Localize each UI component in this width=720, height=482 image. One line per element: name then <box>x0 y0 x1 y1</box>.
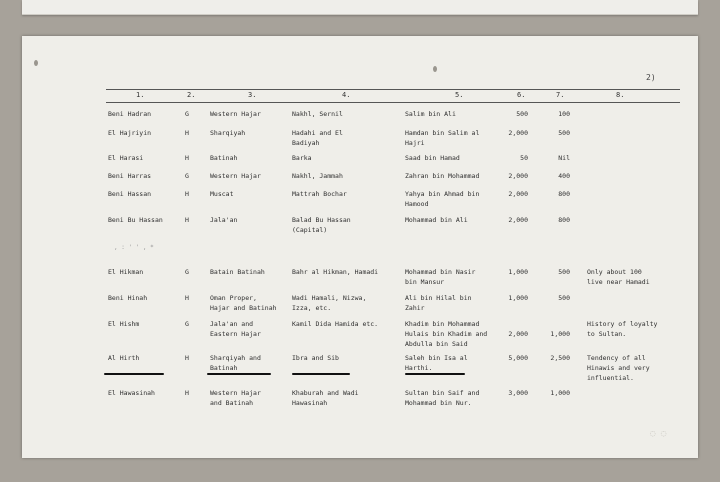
tribe-region: Western Hajar <box>210 110 261 118</box>
tribe-place: Nakhl, Sernil <box>292 110 343 118</box>
column-number-2: 2. <box>187 91 196 99</box>
tribe-count-7: 100 <box>558 110 570 118</box>
tribe-name: Beni Hassan <box>108 190 152 198</box>
tribe-place: Barka <box>292 154 312 162</box>
tribe-name: Beni Harras <box>108 172 152 180</box>
tribe-shaikh: Sultan bin Saif and <box>405 389 480 397</box>
tribe-code: G <box>185 172 189 180</box>
tribe-code: G <box>185 110 189 118</box>
tribe-count-7: 400 <box>558 172 570 180</box>
column-number-5: 5. <box>455 91 464 99</box>
ink-underline <box>292 373 350 375</box>
tribe-count-7: 500 <box>558 268 570 276</box>
tribe-region: Jala'an and <box>210 320 254 328</box>
tribe-region: Jala'an <box>210 216 238 224</box>
column-number-1: 1. <box>136 91 145 99</box>
tribe-region: Eastern Hajar <box>210 330 261 338</box>
tribe-name: Beni Bu Hassan <box>108 216 163 224</box>
tribe-place: Bahr al Hikman, Hamadi <box>292 268 379 276</box>
tribe-code: G <box>185 320 189 328</box>
ink-underline <box>207 373 271 375</box>
tribe-note: Only about 100 <box>587 268 642 276</box>
tribe-name: Beni Hinah <box>108 294 148 302</box>
tribe-count-7: 500 <box>558 129 570 137</box>
tribe-note: Tendency of all <box>587 354 646 362</box>
tribe-count-7: 800 <box>558 216 570 224</box>
tribe-region: Sharqiyah <box>210 129 246 137</box>
tribe-region: Western Hajar <box>210 389 261 397</box>
tribe-shaikh: Abdulla bin Said <box>405 340 468 348</box>
tribe-shaikh: Mohammad bin Nasir <box>405 268 476 276</box>
tribe-count-6: 1,000 <box>508 268 528 276</box>
tribe-place: Kamil Dida Hamida etc. <box>292 320 379 328</box>
tribe-code: H <box>185 354 189 362</box>
tribe-name: El Hishm <box>108 320 140 328</box>
column-number-7: 7. <box>556 91 565 99</box>
tribe-shaikh: Hulais bin Khadim and <box>405 330 488 338</box>
tribe-shaikh: Hajri <box>405 139 425 147</box>
tribe-count-6: 2,000 <box>508 172 528 180</box>
tribe-code: H <box>185 216 189 224</box>
tribe-region: Batinah <box>210 364 238 372</box>
tribe-shaikh: Zahran bin Mohammad <box>405 172 480 180</box>
tribe-code: G <box>185 268 189 276</box>
tribe-region: Hajar and Batinah <box>210 304 277 312</box>
tribe-count-6: 500 <box>516 110 528 118</box>
tribe-place: Hadahi and El <box>292 129 343 137</box>
tribe-place: Izza, etc. <box>292 304 332 312</box>
tribe-shaikh: Saad bin Hamad <box>405 154 460 162</box>
column-number-8: 8. <box>616 91 625 99</box>
tribe-count-6: 3,000 <box>508 389 528 397</box>
tribe-region: Batain Batinah <box>210 268 265 276</box>
tribe-count-6: 2,000 <box>508 129 528 137</box>
column-number-6: 6. <box>517 91 526 99</box>
tribe-count-7: 2,500 <box>550 354 570 362</box>
faint-marks: , : ' ' , * <box>114 244 154 251</box>
tribe-code: H <box>185 190 189 198</box>
punch-hole <box>34 60 38 66</box>
tribe-note: to Sultan. <box>587 330 627 338</box>
tribe-code: H <box>185 154 189 162</box>
tribe-shaikh: Hamdan bin Salim al <box>405 129 480 137</box>
tribe-place: Nakhl, Jammah <box>292 172 343 180</box>
tribe-count-6: 2,000 <box>508 216 528 224</box>
tribe-count-7: 500 <box>558 294 570 302</box>
previous-page-edge <box>22 0 698 15</box>
tribe-name: El Hajriyin <box>108 129 152 137</box>
tribe-shaikh: Saleh bin Isa al <box>405 354 468 362</box>
tribe-place: Wadi Hamali, Nizwa, <box>292 294 367 302</box>
tribe-count-6: 1,000 <box>508 294 528 302</box>
tribe-shaikh: Mohammad bin Ali <box>405 216 468 224</box>
tribe-count-6: 5,000 <box>508 354 528 362</box>
tribe-code: H <box>185 389 189 397</box>
tribe-shaikh: Mohammad bin Nur. <box>405 399 472 407</box>
tribe-name: El Hikman <box>108 268 144 276</box>
tribe-shaikh: Salim bin Ali <box>405 110 456 118</box>
tribe-place: Khaburah and Wadi <box>292 389 359 397</box>
tribe-shaikh: Ali bin Hilal bin <box>405 294 472 302</box>
tribe-count-7: 800 <box>558 190 570 198</box>
tribe-count-7: 1,000 <box>550 389 570 397</box>
tribe-note: live near Hamadi <box>587 278 650 286</box>
tribe-name: Beni Hadran <box>108 110 152 118</box>
tribe-place: Ibra and Sib <box>292 354 339 362</box>
tribe-name: El Harasi <box>108 154 144 162</box>
header-rule-top <box>106 89 680 90</box>
tribe-shaikh: Yahya bin Ahmad bin <box>405 190 480 198</box>
tribe-note: Hinawis and very <box>587 364 650 372</box>
tribe-place: Mattrah Bochar <box>292 190 347 198</box>
tribe-count-6: 2,000 <box>508 330 528 338</box>
tribe-region: Muscat <box>210 190 234 198</box>
header-rule-bottom <box>106 102 680 103</box>
tribe-shaikh: Hamood <box>405 200 429 208</box>
tribe-shaikh: Zahir <box>405 304 425 312</box>
tribe-region: and Batinah <box>210 399 254 407</box>
tribe-shaikh: Khadim bin Mohammad <box>405 320 480 328</box>
tribe-region: Western Hajar <box>210 172 261 180</box>
ink-underline <box>104 373 164 375</box>
tribe-count-6: 50 <box>520 154 528 162</box>
tribe-place: Hawasinah <box>292 399 328 407</box>
tribe-code: H <box>185 129 189 137</box>
tribe-region: Oman Proper, <box>210 294 257 302</box>
tribe-place: Balad Bu Hassan <box>292 216 351 224</box>
tribe-region: Sharqiyah and <box>210 354 261 362</box>
faint-stamp-icon: ◌ ◌ <box>650 429 667 439</box>
tribe-place: Badiyah <box>292 139 320 147</box>
tribe-note: History of loyalty <box>587 320 658 328</box>
punch-hole <box>433 66 437 72</box>
tribe-place: (Capital) <box>292 226 328 234</box>
ink-underline <box>405 373 465 375</box>
document-page <box>22 36 698 458</box>
tribe-name: Al Hirth <box>108 354 140 362</box>
column-number-4: 4. <box>342 91 351 99</box>
tribe-count-7: Nil <box>558 154 570 162</box>
tribe-shaikh: Harthi. <box>405 364 433 372</box>
tribe-region: Batinah <box>210 154 238 162</box>
tribe-count-7: 1,000 <box>550 330 570 338</box>
tribe-name: El Hawasinah <box>108 389 155 397</box>
tribe-note: influential. <box>587 374 634 382</box>
page-number: 2) <box>646 73 656 82</box>
tribe-count-6: 2,000 <box>508 190 528 198</box>
column-number-3: 3. <box>248 91 257 99</box>
tribe-code: H <box>185 294 189 302</box>
tribe-shaikh: bin Mansur <box>405 278 445 286</box>
